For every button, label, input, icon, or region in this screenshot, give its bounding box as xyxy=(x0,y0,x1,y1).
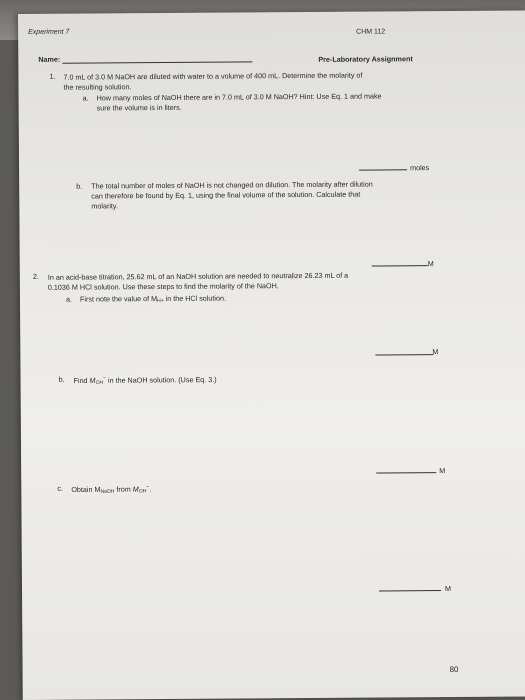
q2a-label: a. xyxy=(65,294,73,304)
q2b-text-post: in the NaOH solution. (Use Eq. 3.) xyxy=(105,375,217,385)
q1b-line3: molarity. xyxy=(91,201,118,211)
q2b-text-sub: OH xyxy=(95,379,104,386)
course-label: CHM 112 xyxy=(356,28,386,36)
q2a-unit: M xyxy=(432,347,439,357)
q1b-line1: The total number of moles of NaOH is not changed on dilution. The molarity after dilution xyxy=(91,179,373,191)
q2a-text-post: in the HCl solution. xyxy=(163,293,226,303)
q1a-line1: How many moles of NaOH there are in 7.0 mL of 3.0 M NaOH? Hint: Use Eq. 1 and make xyxy=(96,91,382,103)
q2b-text-sup: − xyxy=(103,375,106,382)
q2b-text-pre: Find xyxy=(73,375,90,386)
q1b-line2: can therefore be found by Eq. 1, using the final volume of the solution. Calculate that xyxy=(91,189,361,201)
q2-text-line1: In an acid-base titration, 25.62 mL of an NaOH solution are needed to neutralize 26.23 mL of a xyxy=(47,270,349,282)
q2b-answer-line[interactable] xyxy=(376,472,436,473)
q2a-text xyxy=(80,294,226,308)
q2c-unit: M xyxy=(444,583,452,594)
q2a-answer-line[interactable] xyxy=(375,354,433,355)
q1a-line2: sure the volume is in liters. xyxy=(96,102,182,113)
name-label: Name: xyxy=(38,54,61,64)
q1a-label: a. xyxy=(82,93,89,103)
q2a-text-sub: H+ xyxy=(157,297,164,305)
page-number: 80 xyxy=(449,664,459,675)
q2c-text-mid: from xyxy=(114,484,133,494)
q2-text-line2: 0.1036 M HCl solution. Use these steps to find the molarity of the NaOH. xyxy=(47,281,279,292)
q2c-answer-line[interactable] xyxy=(379,590,441,591)
q2a-text-pre: First note the value of M xyxy=(79,294,158,304)
q2c-text-sub: NaOH xyxy=(100,488,115,495)
q2c-text-post: . xyxy=(149,484,152,494)
q1b-answer-line[interactable] xyxy=(372,265,428,266)
q2b-text xyxy=(74,374,217,389)
q1-text-line2: the resulting solution. xyxy=(63,82,132,92)
worksheet-page xyxy=(18,10,525,700)
q1-number: 1. xyxy=(49,71,56,81)
q1-text-line1: 7.0 mL of 3.0 M NaOH are diluted with water to a volume of 400 mL. Determine the molarity of xyxy=(63,70,363,82)
experiment-label: Experiment 7 xyxy=(28,28,70,36)
q2c-text-sup2: − xyxy=(146,484,150,491)
q2c-text xyxy=(71,483,151,497)
q1b-unit: M xyxy=(427,259,434,269)
q2c-text-pre: Obtain M xyxy=(71,484,101,495)
q2c-label: c. xyxy=(57,483,63,493)
q2b-unit: M xyxy=(439,466,446,476)
q2c-text-sub2: OH xyxy=(138,488,147,495)
name-field-line[interactable] xyxy=(62,61,252,63)
q2-number: 2. xyxy=(32,271,39,281)
q1a-unit: moles xyxy=(410,163,430,173)
assignment-title: Pre-Laboratory Assignment xyxy=(318,54,413,64)
q2b-label: b. xyxy=(58,374,65,384)
q1b-label: b. xyxy=(76,181,83,191)
q2c-text-var: M xyxy=(132,484,139,494)
q2b-text-var: M xyxy=(89,375,96,385)
q1a-answer-line[interactable] xyxy=(359,169,407,170)
